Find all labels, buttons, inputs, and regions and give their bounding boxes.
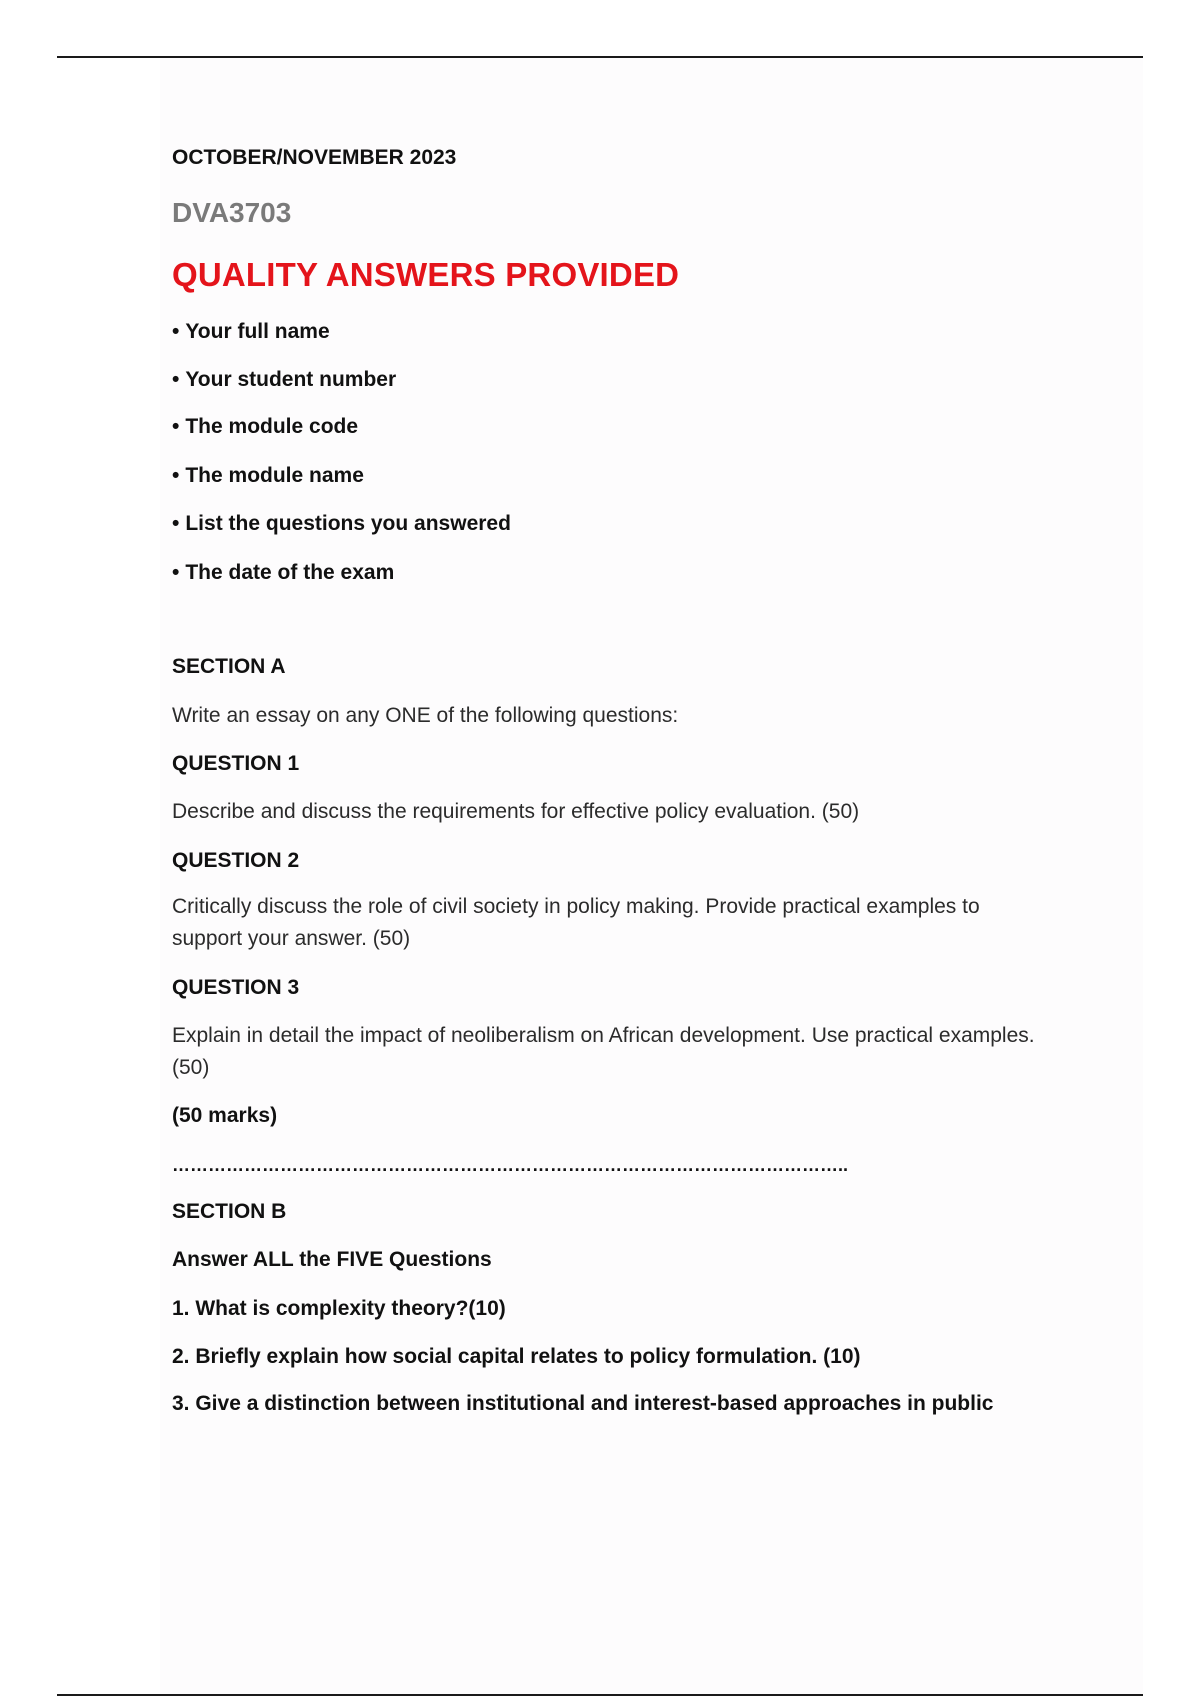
- exam-period: OCTOBER/NOVEMBER 2023: [172, 146, 457, 169]
- bottom-rule: [57, 1694, 1143, 1696]
- section-a-instruction: Write an essay on any ONE of the following questions:: [172, 704, 679, 727]
- question-1-label: QUESTION 1: [172, 752, 300, 775]
- question-3-text: Explain in detail the impact of neoliberalism on African development. Use practical examples.(50): [172, 1024, 1035, 1079]
- instruction-item: • The module code: [172, 415, 359, 438]
- question-1-text: Describe and discuss the requirements for effective policy evaluation. (50): [172, 800, 860, 823]
- bullet-icon: •: [172, 368, 180, 391]
- section-a-marks: (50 marks): [172, 1104, 278, 1127]
- bullet-icon: •: [172, 415, 180, 438]
- bullet-icon: •: [172, 512, 180, 535]
- section-a-title: SECTION A: [172, 655, 286, 678]
- section-b-question: 1. What is complexity theory?(10): [172, 1297, 506, 1320]
- bullet-icon: •: [172, 561, 180, 584]
- instruction-item: • Your full name: [172, 320, 330, 343]
- quality-answers-banner: QUALITY ANSWERS PROVIDED: [172, 256, 680, 293]
- instruction-item: • The date of the exam: [172, 561, 395, 584]
- bullet-icon: •: [172, 320, 180, 343]
- instruction-item: • The module name: [172, 464, 364, 487]
- section-b-title: SECTION B: [172, 1200, 287, 1223]
- question-2-text: Critically discuss the role of civil society in policy making. Provide practical examples to support your answer. (50): [172, 895, 980, 950]
- section-b-instruction: Answer ALL the FIVE Questions: [172, 1248, 492, 1271]
- module-code: DVA3703: [172, 197, 292, 228]
- page-body: [160, 58, 1143, 1694]
- question-3-label: QUESTION 3: [172, 976, 300, 999]
- instruction-item: • List the questions you answered: [172, 512, 511, 535]
- section-b-question: 3. Give a distinction between institutional and interest-based approaches in public: [172, 1392, 994, 1415]
- section-b-question: 2. Briefly explain how social capital relates to policy formulation. (10): [172, 1345, 861, 1368]
- bullet-icon: •: [172, 464, 180, 487]
- instruction-item: • Your student number: [172, 368, 397, 391]
- question-2-label: QUESTION 2: [172, 849, 300, 872]
- dotted-separator: …………………………………………………………………………………………………..: [172, 1155, 849, 1175]
